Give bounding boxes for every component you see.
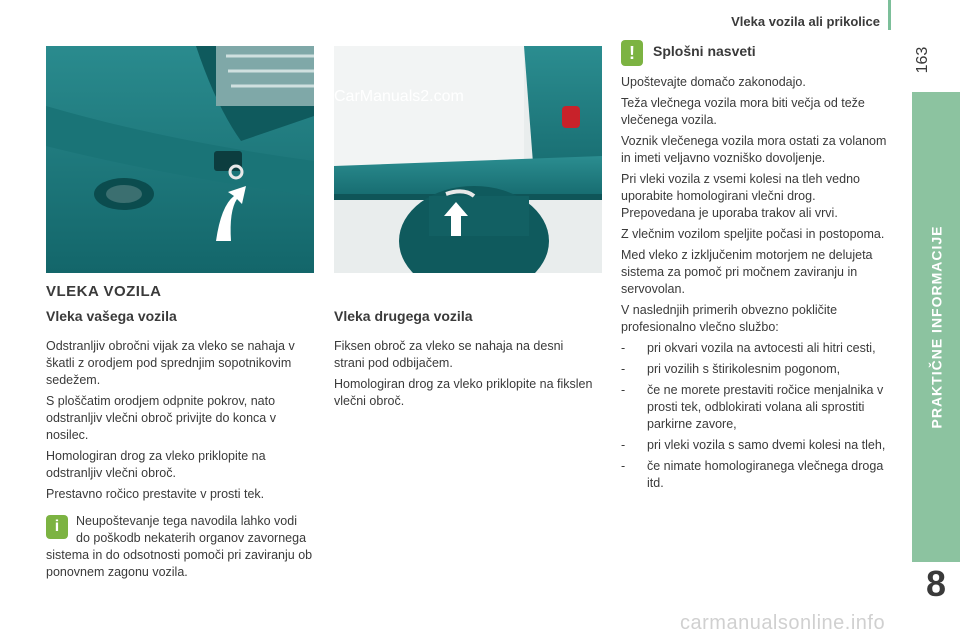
footer-watermark: carmanualsonline.info [680, 612, 886, 634]
heading-other-vehicle: Vleka drugega vozila [334, 308, 473, 324]
paragraph: Fiksen obroč za vleko se nahaja na desni strani pod odbijačem. [334, 339, 564, 370]
chapter-number: 8 [912, 562, 960, 606]
page-number: 163 [914, 46, 931, 74]
paragraph: Upoštevajte domačo zakonodajo. [621, 75, 806, 89]
rear-bumper-illustration [334, 46, 602, 273]
header-rule [888, 0, 891, 30]
heading-general: Splošni nasveti [653, 43, 756, 59]
list-item: - pri vleki vozila s samo dvemi kolesi na tleh, [621, 438, 886, 452]
photo-front-bumper [46, 46, 314, 273]
chapter-side-label: PRAKTIČNE INFORMACIJE [928, 225, 945, 429]
running-header: Vleka vozila ali prikolice [731, 14, 880, 29]
paragraph: Voznik vlečenega vozila mora ostati za volanom in imeti veljavno vozniško dovoljenje. [621, 134, 887, 165]
paragraph: Prestavno ročico prestavite v prosti tek. [46, 487, 265, 501]
list-item: - če ne morete prestaviti ročice menjalnika v prosti tek, odblokirati volana ali sprostiti parkirne zavore, [621, 383, 884, 431]
info-icon: i [46, 515, 68, 539]
paragraph: Homologiran drog za vleko priklopite na odstranljiv vlečni obroč. [46, 449, 266, 480]
column-general-advice [621, 40, 889, 492]
paragraph: Pri vleki vozila z vsemi kolesi na tleh vedno uporabite homologirani vlečni drog. Prepovedana je uporaba trakov ali vrvi. [621, 172, 860, 220]
list-item: - pri vozilih s štirikolesnim pogonom, [621, 362, 841, 376]
info-note [46, 513, 314, 581]
paragraph: S ploščatim orodjem odpnite pokrov, nato odstranljiv vlečni obroč privijte do konca v nosilec. [46, 394, 276, 442]
paragraph: Med vleko z izključenim motorjem ne delujeta sistema za pomoč pri močnem zaviranju in servovolan. [621, 248, 873, 296]
section-title: VLEKA VOZILA [46, 283, 162, 300]
paragraph: Teža vlečnega vozila mora biti večja od teže vlečenega vozila. [621, 96, 865, 127]
front-bumper-illustration [46, 46, 314, 273]
paragraph: Odstranljiv obročni vijak za vleko se nahaja v škatli z orodjem pod sprednjim sopotnikovim sedežem. [46, 339, 295, 387]
paragraph: Z vlečnim vozilom speljite počasi in postopoma. [621, 227, 885, 241]
paragraph: Homologiran drog za vleko priklopite na fikslen vlečni obroč. [334, 377, 593, 408]
bullet-list [621, 340, 889, 492]
photo-watermark: CarManuals2.com [334, 88, 464, 105]
heading-own-vehicle: Vleka vašega vozila [46, 308, 177, 324]
photo-rear-bumper [334, 46, 602, 273]
paragraph: V naslednjih primerih obvezno pokličite profesionalno vlečno službo: [621, 303, 838, 334]
list-item: - pri okvari vozila na avtocesti ali hitri cesti, [621, 341, 876, 355]
column-other-vehicle [334, 308, 594, 410]
general-heading-row [621, 40, 889, 66]
column-own-vehicle [46, 308, 314, 581]
list-item: - če nimate homologiranega vlečnega droga itd. [621, 459, 884, 490]
warning-icon: ! [621, 40, 643, 66]
info-note-text: Neupoštevanje tega navodila lahko vodi do poškodb nekaterih organov zavornega sistema in do odsotnosti pomoči pri zaviranju ob ponovnem zagonu vozila. [46, 514, 313, 579]
